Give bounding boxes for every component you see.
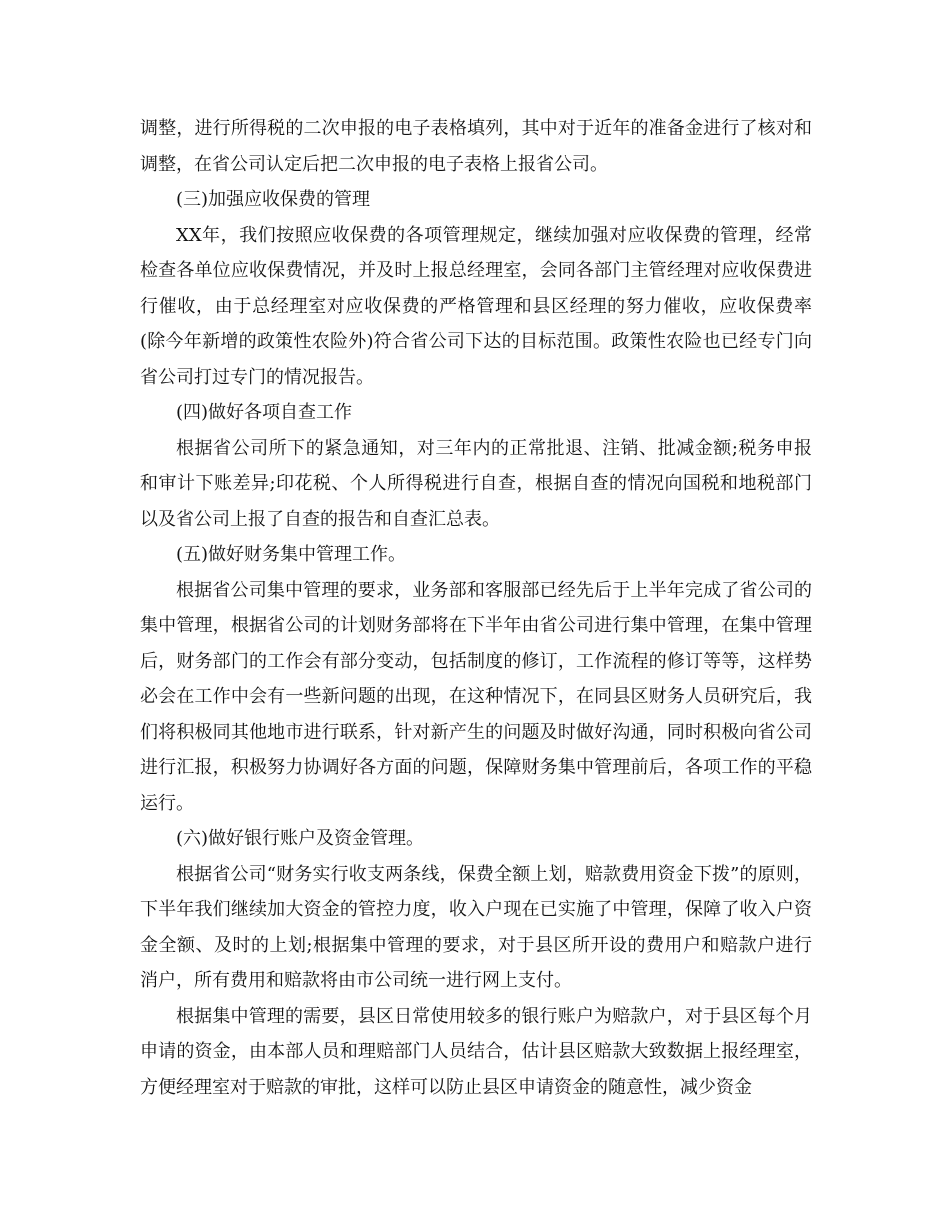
section-heading-3: (三)加强应收保费的管理 — [176, 189, 371, 210]
paragraph-claims-funding: 根据集中管理的需要，县区日常使用较多的银行账户为赔款户，对于县区每个月申请的资金，由本部人员和理赔部门人员结合，估计县区赔款大致数据上报经理室，方便经理室对于赔款的审批，这样可以防止县区申请资金的随意性，减少资金 — [140, 1005, 812, 1098]
section-heading-4: (四)做好各项自查工作 — [176, 402, 353, 423]
document-body — [140, 111, 812, 1105]
paragraph-continued: 调整，进行所得税的二次申报的电子表格填列，其中对于近年的准备金进行了核对和调整，在省公司认定后把二次申报的电子表格上报省公司。 — [140, 118, 812, 175]
section-heading-5: (五)做好财务集中管理工作。 — [176, 544, 407, 565]
paragraph-receivables: XX年，我们按照应收保费的各项管理规定，继续加强对应收保费的管理，经常检查各单位应收保费情况，并及时上报总经理室，会同各部门主管经理对应收保费进行催收，由于总经理室对应收保费的严格管理和县区经理的努力催收，应收保费率(除今年新增的政策性农险外)符合省公司下达的目标范围。政策性农险也已经专门向省公司打过专门的情况报告。 — [140, 224, 812, 388]
paragraph-bank-accounts: 根据省公司“财务实行收支两条线，保费全额上划，赔款费用资金下拨”的原则，下半年我们继续加大资金的管控力度，收入户现在已实施了中管理，保障了收入户资金全额、及时的上划;根据集中管理的要求，对于县区所开设的费用户和赔款户进行消户，所有费用和赔款将由市公司统一进行网上支付。 — [140, 863, 812, 991]
paragraph-self-check: 根据省公司所下的紧急通知，对三年内的正常批退、注销、批减金额;税务申报和审计下账差异;印花税、个人所得税进行自查，根据自查的情况向国税和地税部门以及省公司上报了自查的报告和自查汇总表。 — [140, 437, 812, 530]
section-heading-6: (六)做好银行账户及资金管理。 — [176, 828, 425, 849]
paragraph-centralized-management: 根据省公司集中管理的要求，业务部和客服部已经先后于上半年完成了省公司的集中管理，根据省公司的计划财务部将在下半年由省公司进行集中管理，在集中管理后，财务部门的工作会有部分变动，包括制度的修订，工作流程的修订等等，这样势必会在工作中会有一些新问题的出现，在这种情况下，在同县区财务人员研究后，我们将积极同其他地市进行联系，针对新产生的问题及时做好沟通，同时积极向省公司进行汇报，积极努力协调好各方面的问题，保障财务集中管理前后，各项工作的平稳运行。 — [140, 579, 812, 814]
